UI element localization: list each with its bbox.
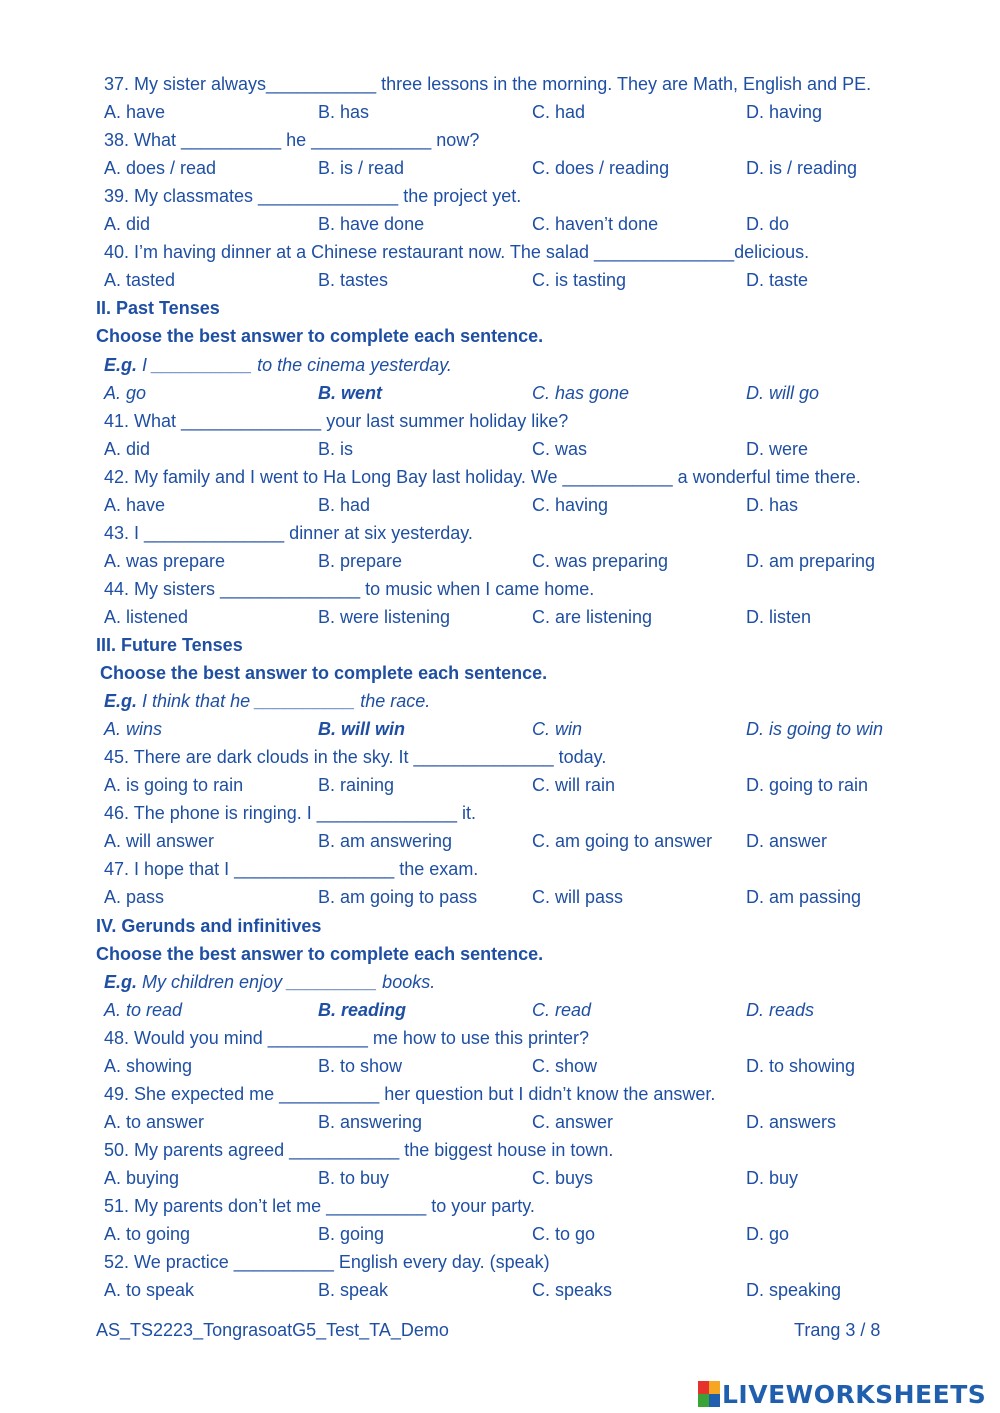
section-instruction: Choose the best answer to complete each sentence. [96, 944, 544, 964]
option-a[interactable]: A. listened [104, 607, 189, 627]
option-c[interactable]: C. speaks [532, 1280, 613, 1300]
option-d: D. reads [746, 1000, 815, 1020]
options-row [104, 491, 964, 519]
footer-page-number: Trang 3 / 8 [794, 1320, 881, 1340]
example-text: My children enjoy _________ books. [137, 972, 436, 992]
brand-name: LIVEWORKSHEETS [722, 1379, 987, 1409]
option-d[interactable]: D. am preparing [746, 551, 876, 571]
option-a: A. wins [104, 719, 163, 739]
example-text: I __________ to the cinema yesterday. [137, 355, 452, 375]
question-text: 45. There are dark clouds in the sky. It ______________ today. [104, 747, 607, 767]
option-d: D. is going to win [746, 719, 884, 739]
option-a: A. to read [104, 1000, 183, 1020]
question-text: 52. We practice __________ English every day. (speak) [104, 1252, 550, 1272]
option-b[interactable]: B. were listening [318, 607, 451, 627]
option-d[interactable]: D. listen [746, 607, 812, 627]
option-b[interactable]: B. speak [318, 1280, 389, 1300]
question-text: 46. The phone is ringing. I ______________ it. [104, 803, 476, 823]
option-b: B. went [318, 383, 383, 403]
option-a[interactable]: A. does / read [104, 158, 217, 178]
option-c[interactable]: C. had [532, 102, 586, 122]
section-heading: II. Past Tenses [96, 298, 220, 318]
option-c[interactable]: C. having [532, 495, 609, 515]
section-instruction: Choose the best answer to complete each sentence. [96, 326, 544, 346]
option-b[interactable]: B. answering [318, 1112, 423, 1132]
option-d[interactable]: D. do [746, 214, 790, 234]
option-c[interactable]: C. will pass [532, 887, 624, 907]
question-text: 47. I hope that I ________________ the exam. [104, 859, 479, 879]
option-a[interactable]: A. showing [104, 1056, 193, 1076]
example-sentence [104, 687, 940, 715]
option-c[interactable]: C. show [532, 1056, 598, 1076]
option-d[interactable]: D. speaking [746, 1280, 842, 1300]
option-b[interactable]: B. have done [318, 214, 425, 234]
option-d[interactable]: D. am passing [746, 887, 862, 907]
options-row [104, 1220, 964, 1248]
question-text: 49. She expected me __________ her question but I didn’t know the answer. [104, 1084, 716, 1104]
option-c[interactable]: C. was preparing [532, 551, 669, 571]
option-a[interactable]: A. did [104, 439, 151, 459]
option-d[interactable]: D. having [746, 102, 823, 122]
options-row [104, 1276, 964, 1304]
example-label: E.g. [104, 355, 138, 375]
question-text: 44. My sisters ______________ to music when I came home. [104, 579, 595, 599]
option-c[interactable]: C. does / reading [532, 158, 670, 178]
option-a[interactable]: A. to speak [104, 1280, 195, 1300]
option-a[interactable]: A. have [104, 495, 166, 515]
option-c[interactable]: C. was [532, 439, 588, 459]
option-d[interactable]: D. go [746, 1224, 790, 1244]
section-instruction: Choose the best answer to complete each sentence. [100, 663, 548, 683]
options-row [104, 98, 964, 126]
option-a[interactable]: A. is going to rain [104, 775, 244, 795]
example-label: E.g. [104, 691, 138, 711]
example-sentence [104, 351, 940, 379]
options-row [104, 603, 964, 631]
option-a[interactable]: A. buying [104, 1168, 180, 1188]
question-text: 48. Would you mind __________ me how to use this printer? [104, 1028, 589, 1048]
example-options-row [104, 379, 964, 407]
option-b[interactable]: B. prepare [318, 551, 403, 571]
question-text: 51. My parents don’t let me __________ to your party. [104, 1196, 535, 1216]
option-a[interactable]: A. will answer [104, 831, 215, 851]
option-a[interactable]: A. did [104, 214, 151, 234]
options-row [104, 1164, 964, 1192]
option-c: C. read [532, 1000, 592, 1020]
option-b[interactable]: B. has [318, 102, 370, 122]
option-c[interactable]: C. am going to answer [532, 831, 713, 851]
option-a[interactable]: A. tasted [104, 270, 176, 290]
options-row [104, 154, 964, 182]
option-c: C. has gone [532, 383, 630, 403]
option-b[interactable]: B. to buy [318, 1168, 390, 1188]
example-options-row [104, 996, 964, 1024]
option-b[interactable]: B. am going to pass [318, 887, 478, 907]
section-heading: IV. Gerunds and infinitives [96, 916, 322, 936]
question-text: 43. I ______________ dinner at six yesterday. [104, 523, 473, 543]
options-row [104, 435, 964, 463]
option-c[interactable]: C. haven’t done [532, 214, 659, 234]
options-row [104, 1108, 964, 1136]
question-text: 50. My parents agreed ___________ the biggest house in town. [104, 1140, 614, 1160]
question-text: 39. My classmates ______________ the project yet. [104, 186, 522, 206]
option-d[interactable]: D. answers [746, 1112, 837, 1132]
question-text: 37. My sister always___________ three lessons in the morning. They are Math, English and PE. [104, 74, 872, 94]
option-b[interactable]: B. had [318, 495, 371, 515]
option-b[interactable]: B. am answering [318, 831, 453, 851]
option-b: B. will win [318, 719, 406, 739]
option-a[interactable]: A. have [104, 102, 166, 122]
option-d[interactable]: D. answer [746, 831, 828, 851]
option-a[interactable]: A. to answer [104, 1112, 205, 1132]
example-options-row [104, 715, 964, 743]
option-d[interactable]: D. taste [746, 270, 809, 290]
footer-document-id: AS_TS2223_TongrasoatG5_Test_TA_Demo [96, 1320, 449, 1340]
option-c[interactable]: C. are listening [532, 607, 653, 627]
example-text: I think that he __________ the race. [137, 691, 431, 711]
option-b[interactable]: B. going [318, 1224, 385, 1244]
option-c[interactable]: C. is tasting [532, 270, 627, 290]
option-c[interactable]: C. buys [532, 1168, 594, 1188]
option-b: B. reading [318, 1000, 407, 1020]
option-a: A. go [104, 383, 147, 403]
options-row [104, 827, 964, 855]
options-row [104, 1052, 964, 1080]
question-text: 42. My family and I went to Ha Long Bay last holiday. We ___________ a wonderful time there. [104, 467, 861, 487]
option-a[interactable]: A. to going [104, 1224, 191, 1244]
option-d[interactable]: D. has [746, 495, 799, 515]
option-a[interactable]: A. pass [104, 887, 165, 907]
option-b[interactable]: B. is / read [318, 158, 405, 178]
example-sentence [104, 968, 940, 996]
liveworksheets-brand[interactable] [698, 1378, 986, 1410]
option-d[interactable]: D. to showing [746, 1056, 856, 1076]
option-b[interactable]: B. to show [318, 1056, 403, 1076]
option-d[interactable]: D. buy [746, 1168, 799, 1188]
option-b[interactable]: B. raining [318, 775, 395, 795]
option-b[interactable]: B. tastes [318, 270, 389, 290]
options-row [104, 266, 964, 294]
options-row [104, 547, 964, 575]
option-c[interactable]: C. answer [532, 1112, 614, 1132]
section-heading: III. Future Tenses [96, 635, 243, 655]
option-c: C. win [532, 719, 583, 739]
option-c[interactable]: C. will rain [532, 775, 616, 795]
option-d[interactable]: D. going to rain [746, 775, 869, 795]
option-c[interactable]: C. to go [532, 1224, 596, 1244]
liveworksheets-logo-icon [698, 1381, 720, 1407]
options-row [104, 883, 964, 911]
option-b[interactable]: B. is [318, 439, 354, 459]
options-row [104, 771, 964, 799]
option-d[interactable]: D. were [746, 439, 809, 459]
options-row [104, 210, 964, 238]
option-a[interactable]: A. was prepare [104, 551, 226, 571]
option-d: D. will go [746, 383, 820, 403]
example-label: E.g. [104, 972, 138, 992]
question-text: 38. What __________ he ____________ now? [104, 130, 480, 150]
question-text: 40. I’m having dinner at a Chinese restaurant now. The salad ______________delicious. [104, 242, 810, 262]
option-d[interactable]: D. is / reading [746, 158, 858, 178]
question-text: 41. What ______________ your last summer holiday like? [104, 411, 569, 431]
